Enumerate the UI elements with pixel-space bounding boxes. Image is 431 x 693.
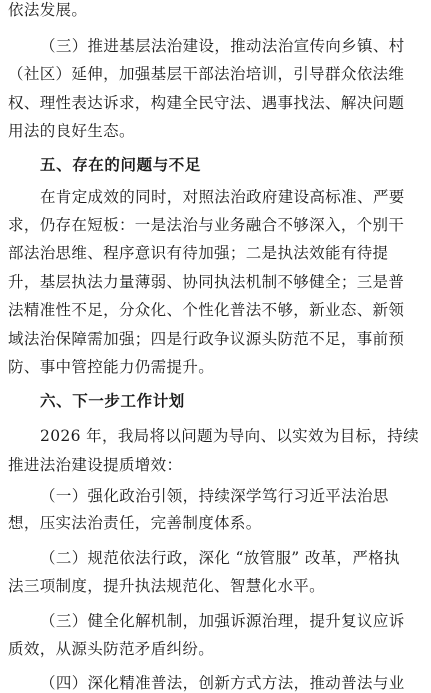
paragraph-line: （二）规范依法行政，深化 “放管服” 改革，严格执 xyxy=(40,549,400,567)
paragraph-line: 部法治思维、程序意识有待加强；二是执法效能有待提 xyxy=(8,244,389,262)
paragraph-line: （三）推进基层法治建设，推动法治宣传向乡镇、村 xyxy=(40,37,405,55)
paragraph-line: 法精准性不足，分众化、个性化普法不够，新业态、新领 xyxy=(8,301,405,319)
section-heading: 五、存在的问题与不足 xyxy=(40,156,202,174)
paragraph-line: 2026 年，我局将以问题为导向、以实效为目标，持续 xyxy=(40,427,419,445)
paragraph-line: （社区）延伸，加强基层干部法治培训，引导群众依法维 xyxy=(8,65,405,83)
paragraph-line: 在肯定成效的同时，对照法治政府建设高标准、严要 xyxy=(40,188,405,206)
paragraph-line: 法三项制度，提升执法规范化、智慧化水平。 xyxy=(8,577,326,595)
section-heading: 六、下一步工作计划 xyxy=(40,392,185,410)
paragraph-line: 防、事中管控能力仍需提升。 xyxy=(8,358,215,376)
paragraph-line: 域法治保障需加强；四是行政争议源头防范不足，事前预 xyxy=(8,330,405,348)
paragraph-line: （四）深化精准普法，创新方式方法，推动普法与业 xyxy=(40,674,405,692)
paragraph-line: 想，压实法治责任，完善制度体系。 xyxy=(8,514,262,532)
paragraph-line: 推进法治建设提质增效： xyxy=(8,456,183,474)
paragraph-line: 用法的良好生态。 xyxy=(8,122,135,140)
paragraph-line: 依法发展。 xyxy=(8,1,88,19)
paragraph-line: 质效，从源头防范矛盾纠纷。 xyxy=(8,640,215,658)
paragraph-line: 求，仍存在短板：一是法治与业务融合不够深入，个别干 xyxy=(8,216,405,234)
paragraph-line: （三）健全化解机制，加强诉源治理，提升复议应诉 xyxy=(40,612,405,630)
paragraph-line: 升，基层执法力量薄弱、协同执法机制不够健全；三是普 xyxy=(8,273,405,291)
paragraph-line: 权、理性表达诉求，构建全民守法、遇事找法、解决问题 xyxy=(8,94,405,112)
paragraph-line: （一）强化政治引领，持续深学笃行习近平法治思 xyxy=(40,487,389,505)
